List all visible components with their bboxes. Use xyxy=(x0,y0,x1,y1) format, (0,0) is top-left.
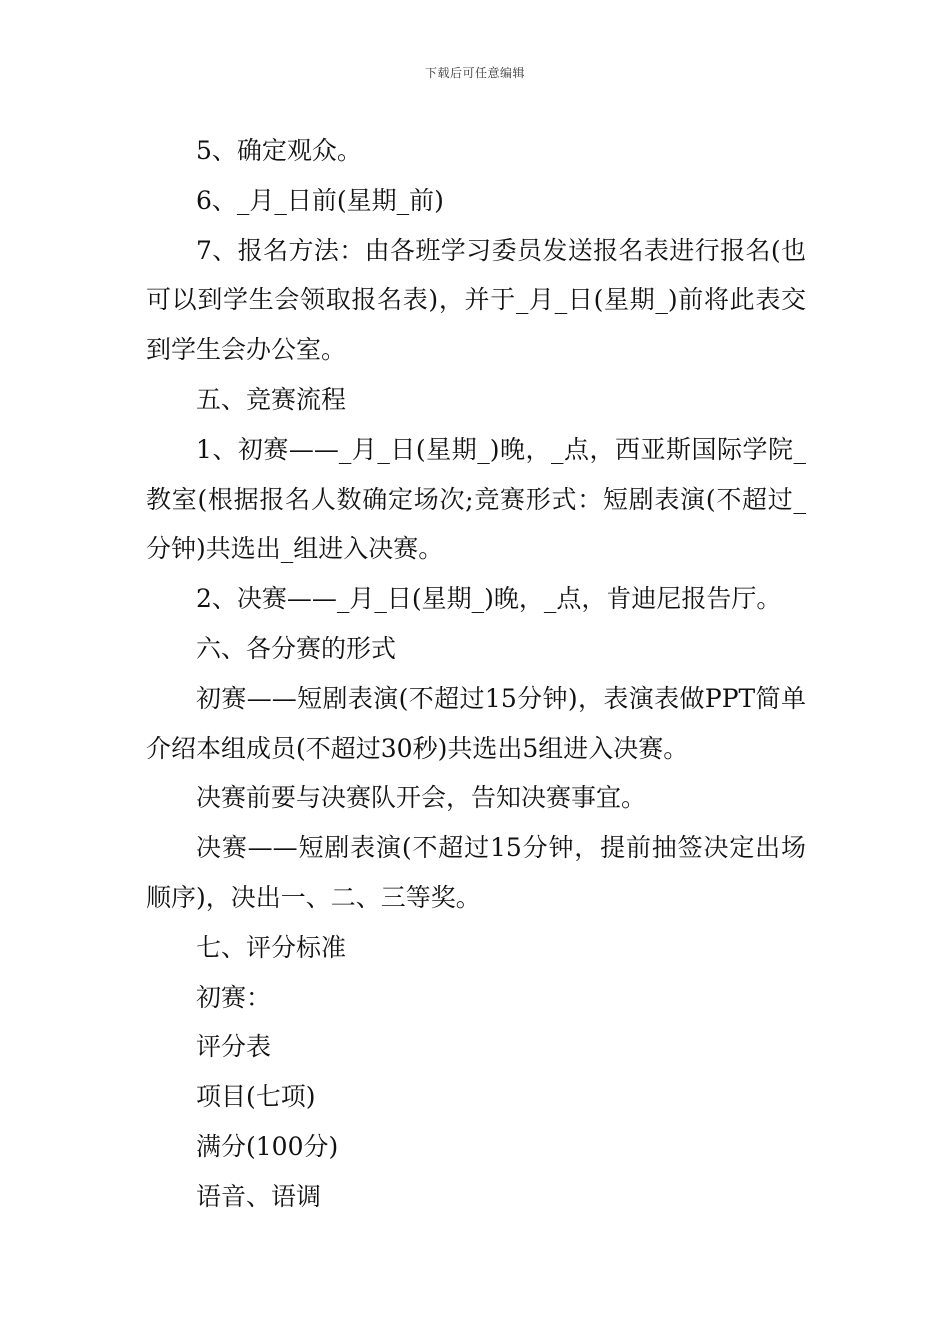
paragraph-final-meeting: 决赛前要与决赛队开会，告知决赛事宜。 xyxy=(196,783,647,813)
paragraph-6-deadline: 6、_月_日前(星期_前) xyxy=(196,185,444,215)
label-full-score: 满分(100分) xyxy=(196,1131,339,1161)
document-body xyxy=(146,126,806,1222)
paragraph-7-registration-method: 7、报名方法：由各班学习委员发送报名表进行报名(也可以到学生会领取报名表)，并于_月_日(星期_)前将此表交到学生会办公室。 xyxy=(146,235,806,365)
section-heading-round-formats: 六、各分赛的形式 xyxy=(196,633,397,663)
paragraph-5-confirm-audience: 5、确定观众。 xyxy=(196,136,362,165)
paragraph-final-format: 决赛——短剧表演(不超过15分钟，提前抽签决定出场顺序)，决出一、二、三等奖。 xyxy=(146,833,806,912)
paragraph-preliminary-format: 初赛——短剧表演(不超过15分钟)，表演表做PPT简单介绍本组成员(不超过30秒)共选出5组进入决赛。 xyxy=(146,683,806,763)
paragraph-final-round: 2、决赛——_月_日(星期_)晚，_点，肯迪尼报告厅。 xyxy=(196,584,782,614)
section-heading-scoring-criteria: 七、评分标准 xyxy=(196,932,347,962)
section-heading-competition-process: 五、竞赛流程 xyxy=(196,384,347,414)
label-preliminary: 初赛： xyxy=(196,982,272,1012)
paragraph-preliminary-round: 1、初赛——_月_日(星期_)晚，_点，西亚斯国际学院_教室(根据报名人数确定场次;竞赛形式：短剧表演(不超过_分钟)共选出_组进入决赛。 xyxy=(146,434,806,564)
label-pronunciation-intonation: 语音、语调 xyxy=(196,1181,322,1211)
label-items: 项目(七项) xyxy=(196,1082,316,1112)
page-header: 下载后可任意编辑 xyxy=(424,66,525,80)
label-score-sheet: 评分表 xyxy=(196,1032,272,1062)
